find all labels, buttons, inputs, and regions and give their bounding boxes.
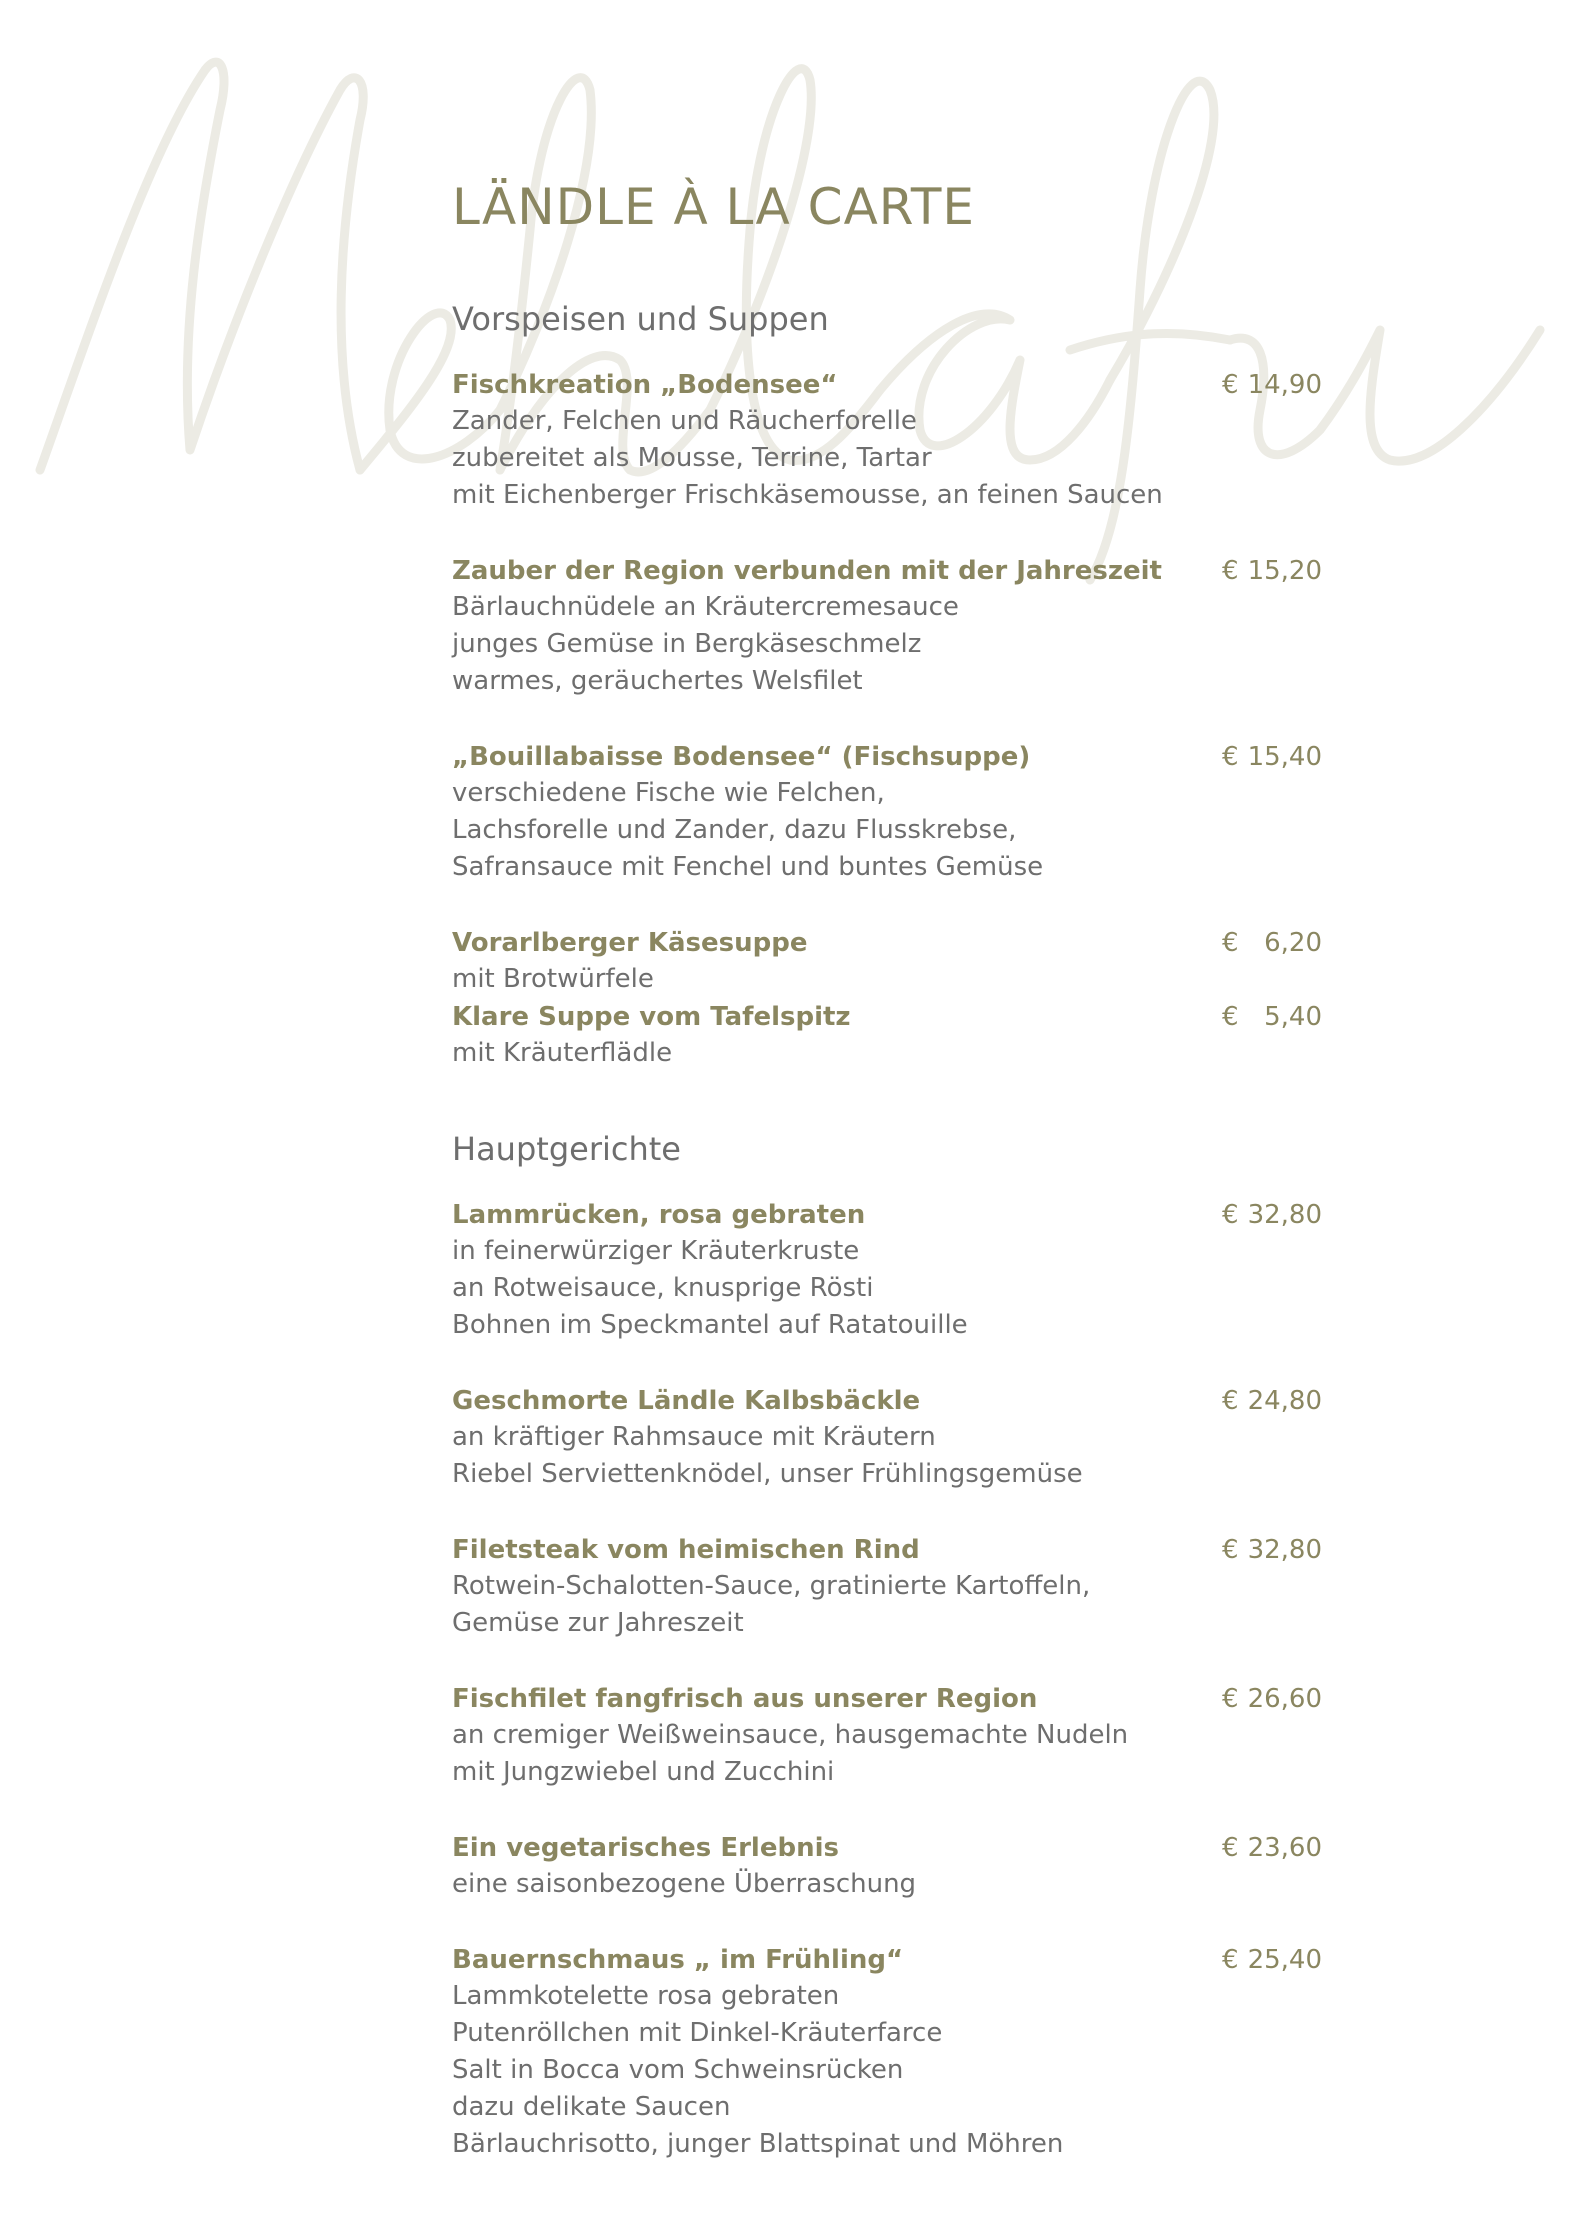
dish-name: Zauber der Region verbunden mit der Jahreszeit xyxy=(452,555,1162,586)
price-amount: 14,90 xyxy=(1247,369,1322,400)
menu-item-header xyxy=(452,924,1322,961)
dish-price xyxy=(1222,1535,1322,1565)
dish-description-line: Lachsforelle und Zander, dazu Flusskrebse, xyxy=(452,815,1017,845)
currency-symbol: € xyxy=(1222,741,1239,772)
menu-item-header xyxy=(452,1680,1322,1717)
dish-name: Lammrücken, rosa gebraten xyxy=(452,1199,866,1230)
price-amount: 32,80 xyxy=(1247,1534,1322,1565)
currency-symbol: € xyxy=(1222,927,1239,958)
price-amount: 32,80 xyxy=(1247,1199,1322,1230)
dish-description-line: Bärlauchnüdele an Kräutercremesauce xyxy=(452,592,959,622)
dish-description-line: mit Eichenberger Frischkäsemousse, an feinen Saucen xyxy=(452,480,1163,510)
dish-description-line: Rotwein-Schalotten-Sauce, gratinierte Kartoffeln, xyxy=(452,1571,1091,1601)
section-title: Vorspeisen und Suppen xyxy=(452,300,829,338)
dish-description-line: Gemüse zur Jahreszeit xyxy=(452,1608,744,1638)
menu-item xyxy=(452,998,1322,1072)
price-amount: 15,20 xyxy=(1247,555,1322,586)
dish-description-line: Bärlauchrisotto, junger Blattspinat und Möhren xyxy=(452,2129,1064,2159)
currency-symbol: € xyxy=(1222,369,1239,400)
menu-item-header xyxy=(452,1829,1322,1866)
dish-description-line: verschiedene Fische wie Felchen, xyxy=(452,778,885,808)
dish-description-line: eine saisonbezogene Überraschung xyxy=(452,1869,917,1899)
menu-item xyxy=(452,1196,1322,1344)
price-amount: 15,40 xyxy=(1247,741,1322,772)
dish-name: Fischkreation „Bodensee“ xyxy=(452,369,838,400)
price-amount: 23,60 xyxy=(1247,1832,1322,1863)
dish-description-line: mit Kräuterflädle xyxy=(452,1038,673,1068)
menu-item xyxy=(452,1829,1322,1903)
page-title: LÄNDLE À LA CARTE xyxy=(452,178,976,236)
dish-price xyxy=(1222,556,1322,586)
dish-price xyxy=(1222,928,1322,958)
dish-name: Klare Suppe vom Tafelspitz xyxy=(452,1001,851,1032)
price-amount: 5,40 xyxy=(1264,1001,1322,1032)
menu-item xyxy=(452,1382,1322,1493)
menu-item xyxy=(452,366,1322,514)
dish-description-line: an Rotweisauce, knusprige Rösti xyxy=(452,1273,874,1303)
price-amount: 25,40 xyxy=(1247,1944,1322,1975)
dish-name: Fischfilet fangfrisch aus unserer Region xyxy=(452,1683,1038,1714)
dish-description-line: Zander, Felchen und Räucherforelle xyxy=(452,406,917,436)
menu-item xyxy=(452,552,1322,700)
menu-item xyxy=(452,738,1322,886)
price-amount: 26,60 xyxy=(1247,1683,1322,1714)
dish-description-line: mit Brotwürfele xyxy=(452,964,654,994)
price-amount: 6,20 xyxy=(1264,927,1322,958)
currency-symbol: € xyxy=(1222,1199,1239,1230)
dish-description-line: mit Jungzwiebel und Zucchini xyxy=(452,1757,835,1787)
currency-symbol: € xyxy=(1222,1385,1239,1416)
dish-name: „Bouillabaisse Bodensee“ (Fischsuppe) xyxy=(452,741,1031,772)
dish-description-line: an cremiger Weißweinsauce, hausgemachte Nudeln xyxy=(452,1720,1129,1750)
currency-symbol: € xyxy=(1222,1534,1239,1565)
currency-symbol: € xyxy=(1222,1832,1239,1863)
dish-description-line: in feinerwürziger Kräuterkruste xyxy=(452,1236,860,1266)
menu-item xyxy=(452,1680,1322,1791)
currency-symbol: € xyxy=(1222,1944,1239,1975)
dish-name: Bauernschmaus „ im Frühling“ xyxy=(452,1944,904,1975)
menu-item xyxy=(452,1531,1322,1642)
dish-name: Vorarlberger Käsesuppe xyxy=(452,927,808,958)
dish-description-line: Putenröllchen mit Dinkel-Kräuterfarce xyxy=(452,2018,943,2048)
price-amount: 24,80 xyxy=(1247,1385,1322,1416)
menu-item-header xyxy=(452,1531,1322,1568)
section-title: Hauptgerichte xyxy=(452,1130,681,1168)
dish-description-line: Riebel Serviettenknödel, unser Frühlingsgemüse xyxy=(452,1459,1083,1489)
dish-name: Filetsteak vom heimischen Rind xyxy=(452,1534,920,1565)
dish-price xyxy=(1222,1945,1322,1975)
dish-price xyxy=(1222,1386,1322,1416)
dish-description-line: Safransauce mit Fenchel und buntes Gemüse xyxy=(452,852,1044,882)
dish-description-line: junges Gemüse in Bergkäseschmelz xyxy=(452,629,922,659)
menu-item xyxy=(452,924,1322,998)
dish-price xyxy=(1222,1833,1322,1863)
menu-item-header xyxy=(452,738,1322,775)
dish-description-line: warmes, geräuchertes Welsfilet xyxy=(452,666,863,696)
dish-name: Geschmorte Ländle Kalbsbäckle xyxy=(452,1385,921,1416)
menu-item-header xyxy=(452,998,1322,1035)
dish-price xyxy=(1222,1684,1322,1714)
currency-symbol: € xyxy=(1222,1683,1239,1714)
menu-item xyxy=(452,1941,1322,2163)
dish-description-line: Bohnen im Speckmantel auf Ratatouille xyxy=(452,1310,968,1340)
dish-name: Ein vegetarisches Erlebnis xyxy=(452,1832,839,1863)
dish-description-line: dazu delikate Saucen xyxy=(452,2092,731,2122)
dish-price xyxy=(1222,742,1322,772)
dish-description-line: zubereitet als Mousse, Terrine, Tartar xyxy=(452,443,932,473)
dish-price xyxy=(1222,1200,1322,1230)
menu-item-header xyxy=(452,366,1322,403)
dish-price xyxy=(1222,370,1322,400)
menu-item-header xyxy=(452,552,1322,589)
menu-item-header xyxy=(452,1382,1322,1419)
currency-symbol: € xyxy=(1222,1001,1239,1032)
menu-item-header xyxy=(452,1941,1322,1978)
menu-item-header xyxy=(452,1196,1322,1233)
dish-description-line: Salt in Bocca vom Schweinsrücken xyxy=(452,2055,904,2085)
dish-description-line: an kräftiger Rahmsauce mit Kräutern xyxy=(452,1422,936,1452)
dish-price xyxy=(1222,1002,1322,1032)
dish-description-line: Lammkotelette rosa gebraten xyxy=(452,1981,840,2011)
currency-symbol: € xyxy=(1222,555,1239,586)
